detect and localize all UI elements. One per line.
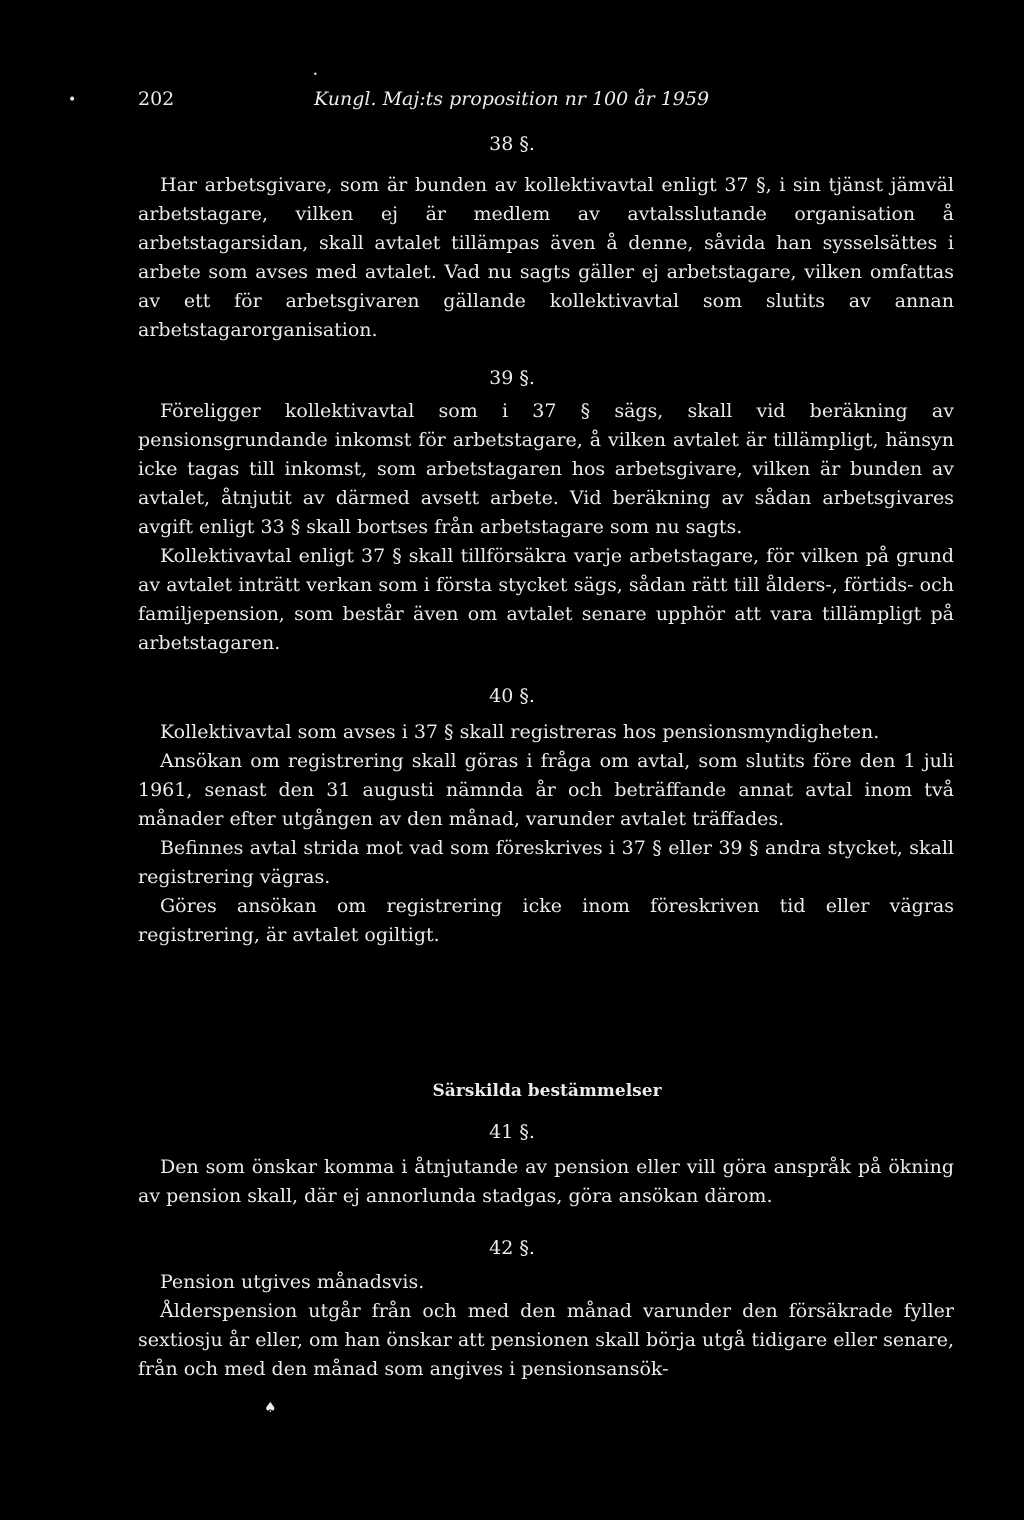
scan-speck: ♠ xyxy=(264,1400,277,1416)
section-heading: Särskilda bestämmelser xyxy=(432,1081,662,1101)
section-41-label: 41 §. xyxy=(489,1121,535,1143)
scan-speck: • xyxy=(313,70,318,79)
section-40-body xyxy=(138,718,954,950)
section-39-body xyxy=(138,397,954,658)
paragraph: Göres ansökan om registrering icke inom föreskriven tid eller vägras registrering, är avtalet ogiltigt. xyxy=(138,895,954,946)
paragraph: Föreligger kollektivavtal som i 37 § sägs, skall vid beräkning av pensionsgrundande inkomst för arbetstagare, å vilken avtalet är tillämpligt, hänsyn icke tagas till inkomst, som arbetstagaren hos arbetsgivare, vilken är bunden av avtalet, åtnjutit av därmed avsett arbete. Vid beräkning av sådan arbetsgivares avgift enligt 33 § skall bortses från arbetstagare som nu sagts. xyxy=(138,400,954,538)
section-42-body xyxy=(138,1268,954,1384)
paragraph: Har arbetsgivare, som är bunden av kollektivavtal enligt 37 §, i sin tjänst jämväl arbetstagare, vilken ej är medlem av avtalsslutande organisation å arbetstagarsidan, skall avtalet tillämpas även å denne, såvida han sysselsättes i arbete som avses med avtalet. Vad nu sagts gäller ej arbetstagare, vilken omfattas av ett för arbetsgivaren gällande kollektivavtal som slutits av annan arbetstagarorganisation. xyxy=(138,174,954,341)
paragraph: Ålderspension utgår från och med den månad varunder den försäkrade fyller sextiosju år eller, om han önskar att pensionen skall börja utgå tidigare eller senare, från och med den månad som angives i pensionsansök- xyxy=(138,1300,954,1380)
section-38-label: 38 §. xyxy=(489,133,535,155)
section-39-label: 39 §. xyxy=(489,367,535,389)
paragraph: Pension utgives månadsvis. xyxy=(160,1271,425,1293)
section-41-body xyxy=(138,1153,954,1211)
running-title: Kungl. Maj:ts proposition nr 100 år 1959 xyxy=(314,88,710,110)
scan-speck: • xyxy=(68,92,77,108)
page-header xyxy=(138,88,958,122)
paragraph: Ansökan om registrering skall göras i fråga om avtal, som slutits före den 1 juli 1961, senast den 31 augusti nämnda år och beträffande annat avtal inom två månader efter utgången av den månad, varunder avtalet träffades. xyxy=(138,750,954,830)
section-42-label: 42 §. xyxy=(489,1237,535,1259)
paragraph: Kollektivavtal enligt 37 § skall tillförsäkra varje arbetstagare, för vilken på grund av avtalet inträtt verkan som i första stycket sägs, sådan rätt till ålders-, förtids- och familjepension, som består även om avtalet senare upphör att vara tillämpligt på arbetstagaren. xyxy=(138,545,954,654)
section-40-label: 40 §. xyxy=(489,685,535,707)
section-38-body xyxy=(138,171,954,345)
paragraph: Den som önskar komma i åtnjutande av pension eller vill göra anspråk på ökning av pension skall, där ej annorlunda stadgas, göra ansökan därom. xyxy=(138,1156,954,1207)
paragraph: Kollektivavtal som avses i 37 § skall registreras hos pensionsmyndigheten. xyxy=(160,721,880,743)
paragraph: Befinnes avtal strida mot vad som föreskrives i 37 § eller 39 § andra stycket, skall registrering vägras. xyxy=(138,837,954,888)
page-number: 202 xyxy=(138,88,175,110)
